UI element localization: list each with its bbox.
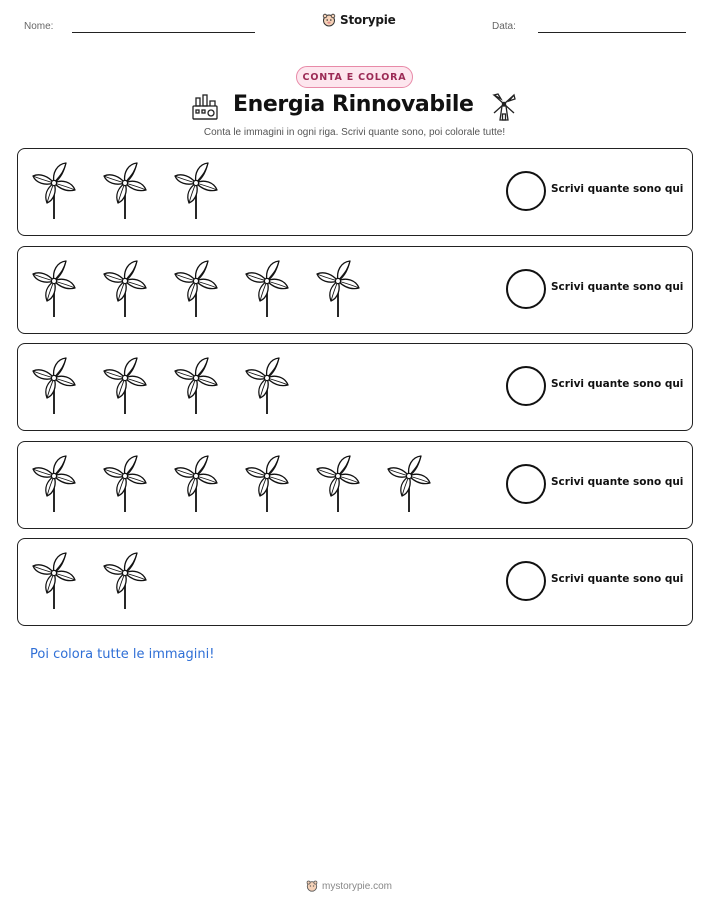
pinwheel-icon bbox=[243, 350, 314, 420]
pinwheel-icon bbox=[101, 253, 172, 323]
page-title: Energia Rinnovabile bbox=[233, 92, 474, 117]
pinwheel-icon bbox=[314, 448, 385, 518]
pinwheel-icon bbox=[101, 448, 172, 518]
activity-badge: CONTA E COLORA bbox=[296, 66, 413, 88]
answer-circle[interactable] bbox=[506, 171, 546, 211]
footer-note: Poi colora tutte le immagini! bbox=[30, 647, 215, 662]
pinwheel-icon bbox=[172, 155, 243, 225]
answer-label: Scrivi quante sono qui bbox=[551, 573, 684, 585]
count-row bbox=[17, 246, 693, 334]
name-line[interactable] bbox=[72, 32, 255, 33]
pinwheel-icon bbox=[30, 253, 101, 323]
answer-circle[interactable] bbox=[506, 366, 546, 406]
brand bbox=[322, 13, 396, 27]
pinwheel-group bbox=[30, 253, 385, 323]
footer-brand bbox=[306, 880, 392, 892]
pinwheel-icon bbox=[385, 448, 456, 518]
pinwheel-icon bbox=[172, 350, 243, 420]
pinwheel-icon bbox=[172, 253, 243, 323]
pinwheel-icon bbox=[30, 448, 101, 518]
answer-label: Scrivi quante sono qui bbox=[551, 475, 684, 488]
pinwheel-icon bbox=[243, 448, 314, 518]
storypie-logo-icon bbox=[322, 13, 336, 27]
count-row bbox=[17, 538, 693, 626]
storypie-logo-icon bbox=[306, 880, 318, 892]
brand-name: Storypie bbox=[340, 13, 396, 27]
count-row bbox=[17, 343, 693, 431]
pinwheel-icon bbox=[314, 253, 385, 323]
pinwheel-icon bbox=[101, 350, 172, 420]
answer-circle[interactable] bbox=[506, 464, 546, 504]
footer-brand-text: mystorypie.com bbox=[322, 880, 393, 892]
pinwheel-icon bbox=[30, 545, 101, 615]
pinwheel-group bbox=[30, 545, 172, 615]
pinwheel-icon bbox=[243, 253, 314, 323]
pinwheel-group bbox=[30, 448, 456, 518]
date-label: Data: bbox=[492, 21, 516, 32]
answer-circle[interactable] bbox=[506, 269, 546, 309]
title-row bbox=[0, 90, 709, 126]
answer-label: Scrivi quante sono qui bbox=[551, 183, 684, 195]
date-line[interactable] bbox=[538, 32, 686, 33]
name-label: Nome: bbox=[24, 21, 54, 32]
windmill-icon bbox=[489, 92, 519, 122]
pinwheel-icon bbox=[30, 350, 101, 420]
pinwheel-icon bbox=[101, 545, 172, 615]
pinwheel-icon bbox=[101, 155, 172, 225]
pinwheel-group bbox=[30, 155, 243, 225]
answer-label: Scrivi quante sono qui bbox=[551, 378, 684, 390]
pinwheel-group bbox=[30, 350, 314, 420]
pinwheel-icon bbox=[172, 448, 243, 518]
power-plant-icon bbox=[190, 92, 220, 122]
count-row bbox=[17, 148, 693, 236]
answer-label: Scrivi quante sono qui bbox=[551, 280, 684, 293]
header bbox=[0, 0, 709, 44]
count-row bbox=[17, 441, 693, 529]
answer-circle[interactable] bbox=[506, 561, 546, 601]
pinwheel-icon bbox=[30, 155, 101, 225]
instructions: Conta le immagini in ogni riga. Scrivi quante sono, poi colorale tutte! bbox=[203, 127, 506, 138]
